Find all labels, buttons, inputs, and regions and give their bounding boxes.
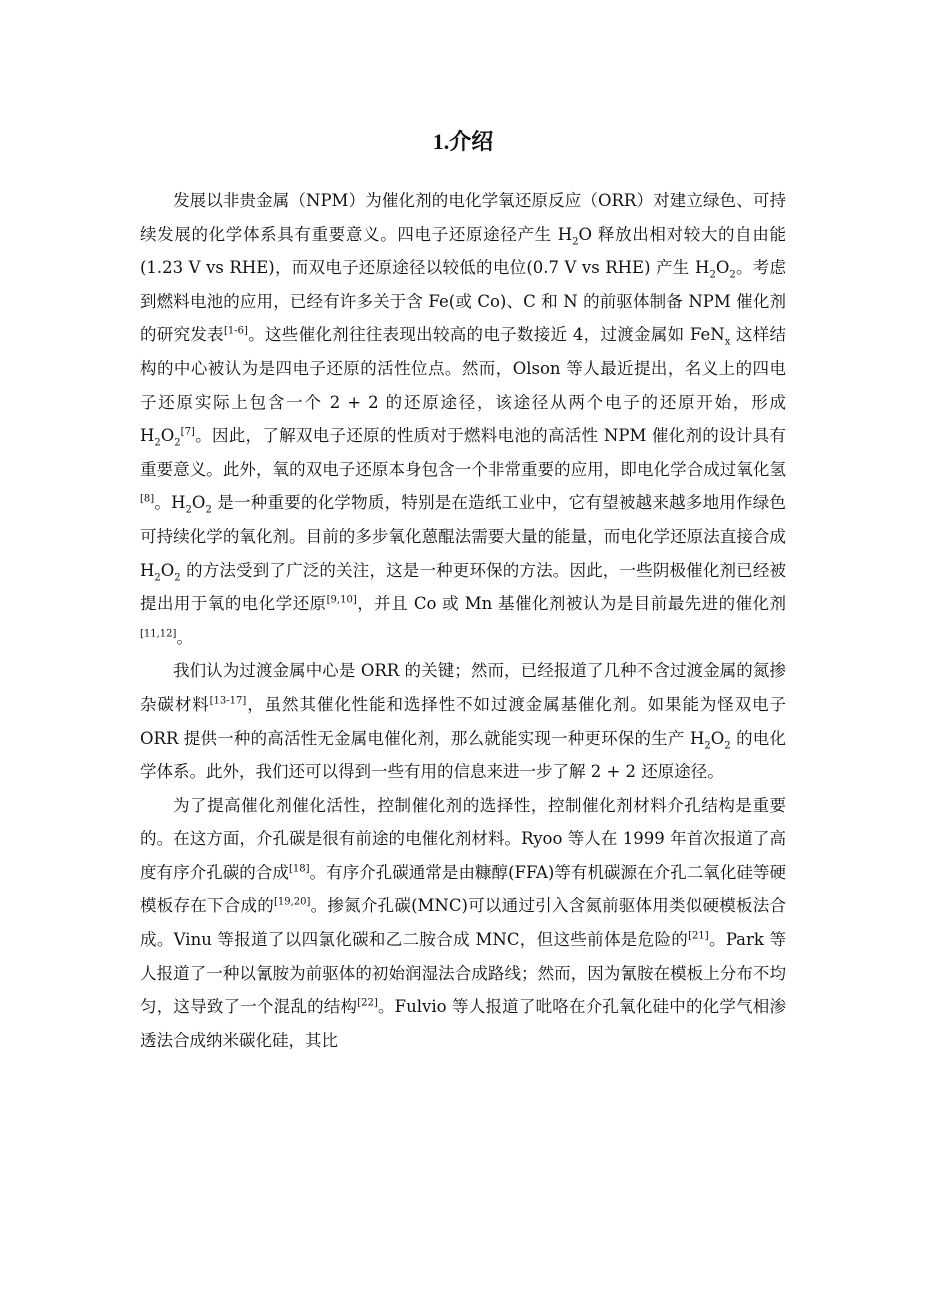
citation-superscript: [11,12] <box>140 628 177 640</box>
citation-superscript: [13-17] <box>209 695 247 707</box>
citation-superscript: [19,20] <box>273 896 311 908</box>
paragraph-2 <box>140 654 786 788</box>
document-page <box>140 126 786 1057</box>
subscript: 2 <box>174 437 181 449</box>
citation-superscript: [18] <box>288 863 310 875</box>
text-run: 。掺氮介孔碳(MNC)可以通过引入含氮前驱体用类似硬模板法合成。Vinu 等报道了以四氯化碳和乙二胺合成 MNC，但这些前体是危险的 <box>140 896 786 950</box>
text-run: ，并且 Co 或 Mn 基催化剂被认为是目前最先进的催化剂 <box>356 594 787 614</box>
text-run: O 释放出相对较大的自由能(1.23 V vs RHE)，而双电子还原途径以较低的电位(0.7 V vs RHE) 产生 H <box>140 224 786 278</box>
text-run: 这样结构的中心被认为是四电子还原的活性位点。然而，Olson 等人最近提出，名义上的四电子还原实际上包含一个 2 + 2 的还原途径，该途径从两个电子的还原开始，形成 H <box>140 325 786 446</box>
text-run: 。有序介孔碳通常是由糠醇(FFA)等有机碳源在介孔二氧化硅等硬模板存在下合成的 <box>140 862 786 916</box>
text-run: O <box>191 493 206 513</box>
body-text <box>140 184 786 1057</box>
text-run: 是一种重要的化学物质，特别是在造纸工业中，它有望被越来越多地用作绿色可持续化学的氧化剂。目前的多步氧化蒽醌法需要大量的能量，而电化学还原法直接合成 H <box>140 493 786 580</box>
subscript: 2 <box>729 269 736 281</box>
section-title: 1.介绍 <box>432 129 494 154</box>
subscript: 2 <box>185 504 192 516</box>
text-run: 我们认为过渡金属中心是 ORR 的关键；然而，已经报道了几种不含过渡金属的氮掺杂碳材料 <box>140 661 786 714</box>
text-run: 。考虑到燃料电池的应用，已经有许多关于含 Fe(或 Co)、C 和 N 的前驱体制备 NPM 催化剂的研究发表 <box>140 258 787 345</box>
subscript: x <box>724 336 731 348</box>
text-run: 。 <box>176 627 193 647</box>
text-run: 发展以非贵金属（NPM）为催化剂的电化学氧还原反应（ORR）对建立绿色、可持续发展的化学体系具有重要意义。四电子还原途径产生 H <box>140 191 786 244</box>
text-run: O <box>715 258 730 278</box>
text-run: 。H <box>154 493 186 513</box>
text-run: 。这些催化剂往往表现出较高的电子数接近 4，过渡金属如 FeN <box>247 325 725 345</box>
citation-superscript: [22] <box>357 997 378 1009</box>
citation-superscript: [8] <box>140 493 155 505</box>
text-run: 。Park 等人报道了一种以氰胺为前驱体的初始润湿法合成路线；然而，因为氰胺在模板上分布不均匀，这导致了一个混乱的结构 <box>140 930 786 1017</box>
citation-superscript: [9,10] <box>326 594 357 606</box>
text-run: 。Fulvio 等人报道了吡咯在介孔氧化硅中的化学气相渗透法合成纳米碳化硅，其比 <box>140 997 787 1050</box>
text-run: ，虽然其催化性能和选择性不如过渡金属基催化剂。如果能为怪双电子 ORR 提供一种的高活性无金属电催化剂，那么就能实现一种更环保的生产 H <box>140 694 787 748</box>
subscript: 2 <box>205 504 212 516</box>
text-run: O <box>160 426 175 446</box>
subscript: 2 <box>154 571 161 583</box>
text-run: 。因此，了解双电子还原的性质对于燃料电池的高活性 NPM 催化剂的设计具有重要意义。此外，氧的双电子还原本身包含一个非常重要的应用，即电化学合成过氧化氢 <box>140 426 786 479</box>
citation-superscript: [21] <box>688 930 709 942</box>
text-run: 的电化学体系。此外，我们还可以得到一些有用的信息来进一步了解 2 + 2 还原途径。 <box>140 728 786 782</box>
paragraph-1 <box>140 184 786 654</box>
subscript: 2 <box>174 571 181 583</box>
text-run: O <box>710 728 725 748</box>
paragraph-3 <box>140 789 786 1058</box>
subscript: 2 <box>704 739 711 751</box>
subscript: 2 <box>572 235 579 247</box>
subscript: 2 <box>154 437 161 449</box>
citation-superscript: [7] <box>180 426 195 438</box>
subscript: 2 <box>724 739 731 751</box>
text-run: 的方法受到了广泛的关注，这是一种更环保的方法。因此，一些阴极催化剂已经被提出用于氧的电化学还原 <box>140 560 786 614</box>
text-run: O <box>160 560 175 580</box>
text-run: 为了提高催化剂催化活性，控制催化剂的选择性，控制催化剂材料介孔结构是重要的。在这方面，介孔碳是很有前途的电催化剂材料。Ryoo 等人在 1999 年首次报道了高度有序介孔碳的合成 <box>140 795 786 882</box>
citation-superscript: [1-6] <box>223 325 248 337</box>
subscript: 2 <box>709 269 716 281</box>
